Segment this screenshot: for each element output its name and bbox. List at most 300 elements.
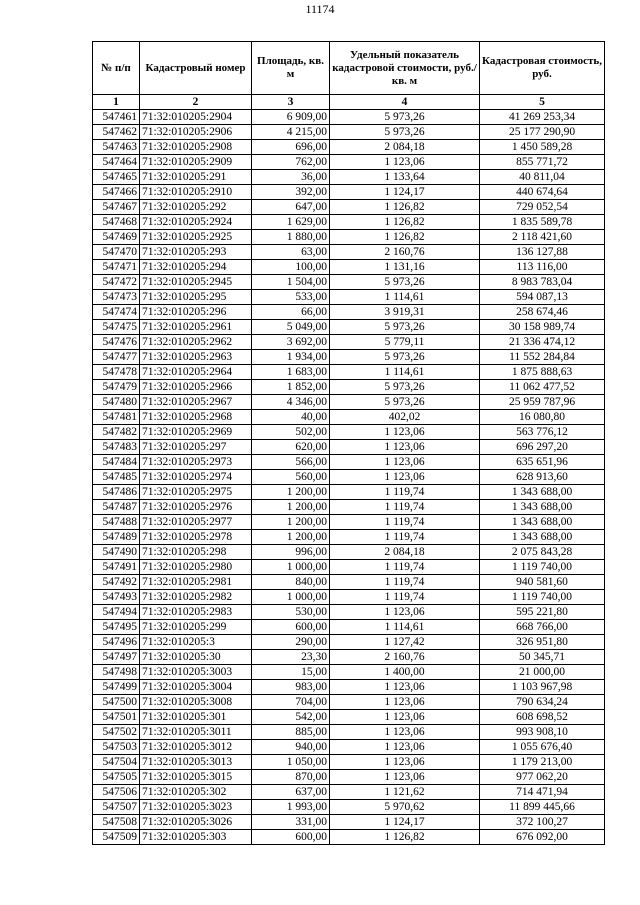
table-row xyxy=(93,275,605,290)
table-row xyxy=(93,665,605,680)
row-index: 547492 xyxy=(93,575,140,590)
row-index: 547483 xyxy=(93,440,140,455)
table-row xyxy=(93,200,605,215)
area-value: 600,00 xyxy=(252,830,330,845)
cadastral-cost: 21 336 474,12 xyxy=(480,335,605,350)
cadastral-cost: 635 651,96 xyxy=(480,455,605,470)
row-index: 547505 xyxy=(93,770,140,785)
area-value: 392,00 xyxy=(252,185,330,200)
unit-value: 1 133,64 xyxy=(330,170,480,185)
cadastral-cost: 1 835 589,78 xyxy=(480,215,605,230)
table-row xyxy=(93,455,605,470)
row-index: 547489 xyxy=(93,530,140,545)
unit-value: 1 123,06 xyxy=(330,605,480,620)
cadastral-number: 71:32:010205:30 xyxy=(140,650,252,665)
area-value: 600,00 xyxy=(252,620,330,635)
unit-value: 1 121,62 xyxy=(330,785,480,800)
table-row xyxy=(93,290,605,305)
cadastral-cost: 1 103 967,98 xyxy=(480,680,605,695)
cadastral-cost: 993 908,10 xyxy=(480,725,605,740)
unit-value: 1 124,17 xyxy=(330,815,480,830)
row-index: 547476 xyxy=(93,335,140,350)
row-index: 547467 xyxy=(93,200,140,215)
unit-value: 1 123,06 xyxy=(330,740,480,755)
cadastral-cost: 11 552 284,84 xyxy=(480,350,605,365)
row-index: 547498 xyxy=(93,665,140,680)
row-index: 547461 xyxy=(93,110,140,125)
area-value: 23,30 xyxy=(252,650,330,665)
row-index: 547501 xyxy=(93,710,140,725)
table-row xyxy=(93,125,605,140)
row-index: 547464 xyxy=(93,155,140,170)
unit-value: 1 114,61 xyxy=(330,290,480,305)
area-value: 63,00 xyxy=(252,245,330,260)
unit-value: 1 123,06 xyxy=(330,425,480,440)
row-index: 547462 xyxy=(93,125,140,140)
table-row xyxy=(93,740,605,755)
cadastral-cost: 1 343 688,00 xyxy=(480,500,605,515)
cadastral-cost: 668 766,00 xyxy=(480,620,605,635)
row-index: 547469 xyxy=(93,230,140,245)
unit-value: 5 970,62 xyxy=(330,800,480,815)
row-index: 547503 xyxy=(93,740,140,755)
unit-value: 1 126,82 xyxy=(330,230,480,245)
table-row xyxy=(93,650,605,665)
table-row xyxy=(93,365,605,380)
unit-value: 1 119,74 xyxy=(330,560,480,575)
row-index: 547478 xyxy=(93,365,140,380)
table-row xyxy=(93,185,605,200)
cadastral-number: 71:32:010205:2980 xyxy=(140,560,252,575)
cadastral-cost: 440 674,64 xyxy=(480,185,605,200)
row-index: 547508 xyxy=(93,815,140,830)
cadastral-number: 71:32:010205:2977 xyxy=(140,515,252,530)
cadastral-number: 71:32:010205:2961 xyxy=(140,320,252,335)
unit-value: 1 124,17 xyxy=(330,185,480,200)
area-value: 542,00 xyxy=(252,710,330,725)
table-body xyxy=(93,110,605,845)
cadastral-cost: 563 776,12 xyxy=(480,425,605,440)
cadastral-number: 71:32:010205:2983 xyxy=(140,605,252,620)
cadastral-number: 71:32:010205:293 xyxy=(140,245,252,260)
cadastral-cost: 258 674,46 xyxy=(480,305,605,320)
unit-value: 2 160,76 xyxy=(330,245,480,260)
unit-value: 1 119,74 xyxy=(330,500,480,515)
row-index: 547474 xyxy=(93,305,140,320)
table-row xyxy=(93,770,605,785)
area-value: 560,00 xyxy=(252,470,330,485)
cadastral-number: 71:32:010205:2962 xyxy=(140,335,252,350)
cadastral-number: 71:32:010205:2978 xyxy=(140,530,252,545)
table-row xyxy=(93,230,605,245)
area-value: 5 049,00 xyxy=(252,320,330,335)
cadastral-cost: 790 634,24 xyxy=(480,695,605,710)
cadastral-cost: 1 055 676,40 xyxy=(480,740,605,755)
area-value: 1 880,00 xyxy=(252,230,330,245)
cadastral-cost: 1 450 589,28 xyxy=(480,140,605,155)
cadastral-cost: 729 052,54 xyxy=(480,200,605,215)
cadastral-cost: 21 000,00 xyxy=(480,665,605,680)
area-value: 1 993,00 xyxy=(252,800,330,815)
area-value: 3 692,00 xyxy=(252,335,330,350)
row-index: 547481 xyxy=(93,410,140,425)
cadastral-cost: 30 158 989,74 xyxy=(480,320,605,335)
table-row xyxy=(93,680,605,695)
table-row xyxy=(93,500,605,515)
area-value: 762,00 xyxy=(252,155,330,170)
area-value: 502,00 xyxy=(252,425,330,440)
row-index: 547468 xyxy=(93,215,140,230)
area-value: 331,00 xyxy=(252,815,330,830)
row-index: 547497 xyxy=(93,650,140,665)
cadastral-cost: 1 343 688,00 xyxy=(480,515,605,530)
area-value: 696,00 xyxy=(252,140,330,155)
area-value: 36,00 xyxy=(252,170,330,185)
area-value: 1 050,00 xyxy=(252,755,330,770)
row-index: 547486 xyxy=(93,485,140,500)
cadastral-number: 71:32:010205:292 xyxy=(140,200,252,215)
cadastral-number: 71:32:010205:3012 xyxy=(140,740,252,755)
cadastral-number: 71:32:010205:2967 xyxy=(140,395,252,410)
table-row xyxy=(93,755,605,770)
row-index: 547487 xyxy=(93,500,140,515)
unit-value: 1 126,82 xyxy=(330,200,480,215)
column-number: 5 xyxy=(480,95,605,110)
table-row xyxy=(93,530,605,545)
row-index: 547507 xyxy=(93,800,140,815)
area-value: 620,00 xyxy=(252,440,330,455)
cadastral-cost: 608 698,52 xyxy=(480,710,605,725)
unit-value: 1 119,74 xyxy=(330,575,480,590)
area-value: 870,00 xyxy=(252,770,330,785)
table-row xyxy=(93,800,605,815)
cadastral-number: 71:32:010205:294 xyxy=(140,260,252,275)
table-row xyxy=(93,140,605,155)
header-cadastral-cost: Кадастровая стоимость, руб. xyxy=(480,42,605,95)
row-index: 547494 xyxy=(93,605,140,620)
page-number: 11174 xyxy=(305,2,335,16)
area-value: 530,00 xyxy=(252,605,330,620)
cadastral-cost: 628 913,60 xyxy=(480,470,605,485)
cadastral-number: 71:32:010205:2982 xyxy=(140,590,252,605)
area-value: 66,00 xyxy=(252,305,330,320)
row-index: 547493 xyxy=(93,590,140,605)
table-row xyxy=(93,395,605,410)
area-value: 1 934,00 xyxy=(252,350,330,365)
cadastral-number: 71:32:010205:297 xyxy=(140,440,252,455)
area-value: 100,00 xyxy=(252,260,330,275)
table-row xyxy=(93,710,605,725)
row-index: 547491 xyxy=(93,560,140,575)
area-value: 15,00 xyxy=(252,665,330,680)
unit-value: 402,02 xyxy=(330,410,480,425)
cadastral-number: 71:32:010205:298 xyxy=(140,545,252,560)
area-value: 1 200,00 xyxy=(252,485,330,500)
cadastral-number: 71:32:010205:2969 xyxy=(140,425,252,440)
row-index: 547471 xyxy=(93,260,140,275)
cadastral-number: 71:32:010205:2981 xyxy=(140,575,252,590)
cadastral-number: 71:32:010205:2909 xyxy=(140,155,252,170)
area-value: 1 200,00 xyxy=(252,515,330,530)
cadastral-number: 71:32:010205:2906 xyxy=(140,125,252,140)
row-index: 547477 xyxy=(93,350,140,365)
header-index: № п/п xyxy=(93,42,140,95)
column-number: 4 xyxy=(330,95,480,110)
area-value: 1 000,00 xyxy=(252,560,330,575)
area-value: 637,00 xyxy=(252,785,330,800)
table-row xyxy=(93,605,605,620)
cadastral-cost: 16 080,80 xyxy=(480,410,605,425)
table-row xyxy=(93,590,605,605)
table-row xyxy=(93,485,605,500)
table-row xyxy=(93,425,605,440)
unit-value: 1 123,06 xyxy=(330,725,480,740)
row-index: 547488 xyxy=(93,515,140,530)
row-index: 547479 xyxy=(93,380,140,395)
cadastral-number: 71:32:010205:291 xyxy=(140,170,252,185)
cadastral-number: 71:32:010205:2910 xyxy=(140,185,252,200)
cadastral-cost: 1 343 688,00 xyxy=(480,530,605,545)
cadastral-number: 71:32:010205:3003 xyxy=(140,665,252,680)
column-number-row xyxy=(93,95,605,110)
cadastral-number: 71:32:010205:301 xyxy=(140,710,252,725)
cadastral-number: 71:32:010205:2925 xyxy=(140,230,252,245)
cadastral-cost: 25 177 290,90 xyxy=(480,125,605,140)
row-index: 547463 xyxy=(93,140,140,155)
unit-value: 1 400,00 xyxy=(330,665,480,680)
cadastral-number: 71:32:010205:3013 xyxy=(140,755,252,770)
row-index: 547482 xyxy=(93,425,140,440)
cadastral-number: 71:32:010205:3004 xyxy=(140,680,252,695)
cadastral-cost: 1 179 213,00 xyxy=(480,755,605,770)
cadastral-number: 71:32:010205:303 xyxy=(140,830,252,845)
unit-value: 1 123,06 xyxy=(330,695,480,710)
unit-value: 1 119,74 xyxy=(330,485,480,500)
cadastral-number: 71:32:010205:3026 xyxy=(140,815,252,830)
cadastral-cost: 326 951,80 xyxy=(480,635,605,650)
area-value: 1 200,00 xyxy=(252,530,330,545)
row-index: 547504 xyxy=(93,755,140,770)
area-value: 885,00 xyxy=(252,725,330,740)
row-index: 547490 xyxy=(93,545,140,560)
cadastral-number: 71:32:010205:2966 xyxy=(140,380,252,395)
cadastral-number: 71:32:010205:302 xyxy=(140,785,252,800)
unit-value: 5 779,11 xyxy=(330,335,480,350)
row-index: 547473 xyxy=(93,290,140,305)
table-row xyxy=(93,215,605,230)
unit-value: 3 919,31 xyxy=(330,305,480,320)
area-value: 1 000,00 xyxy=(252,590,330,605)
unit-value: 5 973,26 xyxy=(330,125,480,140)
cadastral-cost: 696 297,20 xyxy=(480,440,605,455)
cadastral-cost: 1 343 688,00 xyxy=(480,485,605,500)
unit-value: 1 123,06 xyxy=(330,770,480,785)
unit-value: 5 973,26 xyxy=(330,320,480,335)
cadastral-cost: 977 062,20 xyxy=(480,770,605,785)
unit-value: 1 123,06 xyxy=(330,155,480,170)
unit-value: 1 119,74 xyxy=(330,530,480,545)
row-index: 547465 xyxy=(93,170,140,185)
table-row xyxy=(93,170,605,185)
column-number: 1 xyxy=(93,95,140,110)
cadastral-value-table xyxy=(92,41,605,845)
unit-value: 1 126,82 xyxy=(330,830,480,845)
cadastral-number: 71:32:010205:2963 xyxy=(140,350,252,365)
table-row xyxy=(93,560,605,575)
cadastral-cost: 8 983 783,04 xyxy=(480,275,605,290)
cadastral-cost: 940 581,60 xyxy=(480,575,605,590)
cadastral-number: 71:32:010205:2974 xyxy=(140,470,252,485)
cadastral-number: 71:32:010205:3015 xyxy=(140,770,252,785)
cadastral-number: 71:32:010205:3011 xyxy=(140,725,252,740)
row-index: 547484 xyxy=(93,455,140,470)
table-row xyxy=(93,380,605,395)
cadastral-number: 71:32:010205:2976 xyxy=(140,500,252,515)
table-row xyxy=(93,545,605,560)
cadastral-cost: 25 959 787,96 xyxy=(480,395,605,410)
row-index: 547485 xyxy=(93,470,140,485)
area-value: 940,00 xyxy=(252,740,330,755)
cadastral-cost: 113 116,00 xyxy=(480,260,605,275)
area-value: 647,00 xyxy=(252,200,330,215)
row-index: 547499 xyxy=(93,680,140,695)
cadastral-number: 71:32:010205:2973 xyxy=(140,455,252,470)
table-row xyxy=(93,725,605,740)
area-value: 996,00 xyxy=(252,545,330,560)
unit-value: 5 973,26 xyxy=(330,350,480,365)
table-row xyxy=(93,320,605,335)
unit-value: 1 114,61 xyxy=(330,365,480,380)
cadastral-cost: 1 119 740,00 xyxy=(480,560,605,575)
table-row xyxy=(93,815,605,830)
cadastral-cost: 676 092,00 xyxy=(480,830,605,845)
column-number: 2 xyxy=(140,95,252,110)
cadastral-number: 71:32:010205:3008 xyxy=(140,695,252,710)
table-row xyxy=(93,515,605,530)
row-index: 547506 xyxy=(93,785,140,800)
area-value: 40,00 xyxy=(252,410,330,425)
cadastral-number: 71:32:010205:3023 xyxy=(140,800,252,815)
unit-value: 2 084,18 xyxy=(330,140,480,155)
area-value: 290,00 xyxy=(252,635,330,650)
area-value: 4 346,00 xyxy=(252,395,330,410)
cadastral-number: 71:32:010205:2904 xyxy=(140,110,252,125)
table-row xyxy=(93,830,605,845)
unit-value: 5 973,26 xyxy=(330,380,480,395)
cadastral-cost: 11 899 445,66 xyxy=(480,800,605,815)
table-row xyxy=(93,620,605,635)
cadastral-cost: 372 100,27 xyxy=(480,815,605,830)
unit-value: 1 123,06 xyxy=(330,710,480,725)
unit-value: 1 123,06 xyxy=(330,470,480,485)
unit-value: 2 084,18 xyxy=(330,545,480,560)
cadastral-cost: 714 471,94 xyxy=(480,785,605,800)
cadastral-number: 71:32:010205:295 xyxy=(140,290,252,305)
table-row xyxy=(93,470,605,485)
cadastral-cost: 2 118 421,60 xyxy=(480,230,605,245)
unit-value: 1 119,74 xyxy=(330,515,480,530)
cadastral-cost: 40 811,04 xyxy=(480,170,605,185)
unit-value: 1 127,42 xyxy=(330,635,480,650)
table-row xyxy=(93,575,605,590)
cadastral-cost: 1 875 888,63 xyxy=(480,365,605,380)
area-value: 1 683,00 xyxy=(252,365,330,380)
table-header-row xyxy=(93,42,605,95)
area-value: 4 215,00 xyxy=(252,125,330,140)
row-index: 547470 xyxy=(93,245,140,260)
row-index: 547496 xyxy=(93,635,140,650)
area-value: 1 852,00 xyxy=(252,380,330,395)
table-row xyxy=(93,305,605,320)
table-row xyxy=(93,350,605,365)
row-index: 547495 xyxy=(93,620,140,635)
unit-value: 5 973,26 xyxy=(330,395,480,410)
cadastral-cost: 136 127,88 xyxy=(480,245,605,260)
cadastral-number: 71:32:010205:2908 xyxy=(140,140,252,155)
cadastral-cost: 41 269 253,34 xyxy=(480,110,605,125)
area-value: 1 504,00 xyxy=(252,275,330,290)
area-value: 6 909,00 xyxy=(252,110,330,125)
area-value: 704,00 xyxy=(252,695,330,710)
unit-value: 1 123,06 xyxy=(330,755,480,770)
area-value: 566,00 xyxy=(252,455,330,470)
cadastral-number: 71:32:010205:2968 xyxy=(140,410,252,425)
cadastral-cost: 855 771,72 xyxy=(480,155,605,170)
cadastral-cost: 50 345,71 xyxy=(480,650,605,665)
table-row xyxy=(93,110,605,125)
row-index: 547509 xyxy=(93,830,140,845)
row-index: 547502 xyxy=(93,725,140,740)
row-index: 547480 xyxy=(93,395,140,410)
cadastral-cost: 2 075 843,28 xyxy=(480,545,605,560)
cadastral-number: 71:32:010205:3 xyxy=(140,635,252,650)
area-value: 840,00 xyxy=(252,575,330,590)
cadastral-cost: 1 119 740,00 xyxy=(480,590,605,605)
row-index: 547466 xyxy=(93,185,140,200)
row-index: 547472 xyxy=(93,275,140,290)
column-number: 3 xyxy=(252,95,330,110)
cadastral-number: 71:32:010205:2945 xyxy=(140,275,252,290)
unit-value: 2 160,76 xyxy=(330,650,480,665)
cadastral-number: 71:32:010205:2924 xyxy=(140,215,252,230)
header-cadastral-number: Кадастровый номер xyxy=(140,42,252,95)
area-value: 533,00 xyxy=(252,290,330,305)
unit-value: 1 131,16 xyxy=(330,260,480,275)
unit-value: 1 123,06 xyxy=(330,440,480,455)
cadastral-number: 71:32:010205:2964 xyxy=(140,365,252,380)
unit-value: 1 123,06 xyxy=(330,455,480,470)
table-row xyxy=(93,260,605,275)
unit-value: 5 973,26 xyxy=(330,275,480,290)
cadastral-cost: 594 087,13 xyxy=(480,290,605,305)
table-row xyxy=(93,155,605,170)
table-row xyxy=(93,785,605,800)
table-row xyxy=(93,635,605,650)
unit-value: 1 123,06 xyxy=(330,680,480,695)
cadastral-number: 71:32:010205:2975 xyxy=(140,485,252,500)
cadastral-cost: 595 221,80 xyxy=(480,605,605,620)
table-row xyxy=(93,245,605,260)
area-value: 1 200,00 xyxy=(252,500,330,515)
cadastral-number: 71:32:010205:299 xyxy=(140,620,252,635)
table-row xyxy=(93,335,605,350)
cadastral-cost: 11 062 477,52 xyxy=(480,380,605,395)
table-row xyxy=(93,410,605,425)
cadastral-number: 71:32:010205:296 xyxy=(140,305,252,320)
unit-value: 1 114,61 xyxy=(330,620,480,635)
header-area: Площадь, кв. м xyxy=(252,42,330,95)
unit-value: 5 973,26 xyxy=(330,110,480,125)
